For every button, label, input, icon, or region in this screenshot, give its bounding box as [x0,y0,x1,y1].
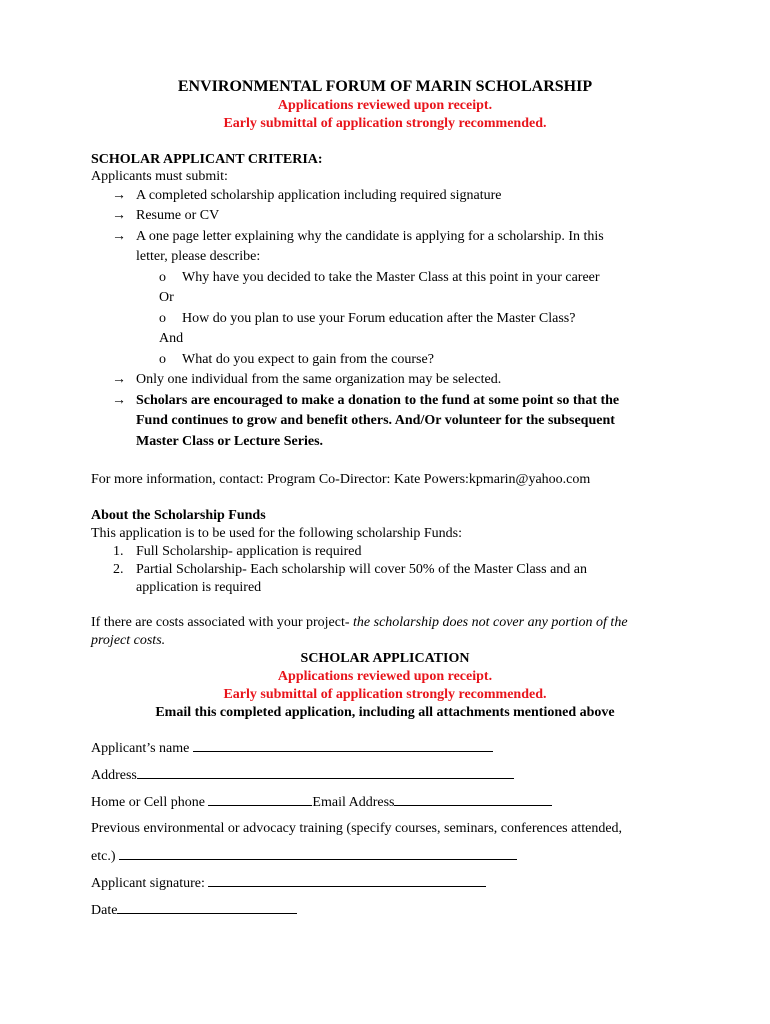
bullet-icon: o [159,270,166,285]
bullet-icon: o [159,311,166,326]
funds-item-partial-cont: application is required [136,580,262,595]
email-label: Email Address [312,795,395,810]
date-label: Date [91,903,118,918]
application-email-note: Email this completed application, including all attachments mentioned above [155,705,615,720]
funds-heading: About the Scholarship Funds [91,508,266,523]
criteria-intro: Applicants must submit: [91,169,228,184]
costs-note [91,613,628,633]
address-row [91,765,514,786]
criteria-item-donation: Scholars are encouraged to make a donation to the fund at some point so that the [136,393,620,408]
application-heading: SCHOLAR APPLICATION [300,651,470,666]
criteria-item-donation-cont2: Master Class or Lecture Series. [136,434,324,449]
training-row [91,846,517,867]
date-row [91,900,297,921]
address-field[interactable] [137,765,514,779]
letter-question-how: How do you plan to use your Forum education after the Master Class? [182,311,576,326]
notice-reviewed: Applications reviewed upon receipt. [277,98,493,113]
arrow-icon: → [112,188,126,203]
contact-row [91,792,552,813]
arrow-icon: → [112,372,126,387]
notice-early-submittal: Early submittal of application strongly recommended. [223,116,547,131]
email-field[interactable] [394,792,552,806]
letter-question-why: Why have you decided to take the Master Class at this point in your career [182,270,600,285]
date-field[interactable] [117,900,297,914]
criteria-item-application: A completed scholarship application including required signature [136,188,502,203]
criteria-item-donation-cont1: Fund continues to grow and benefit others. And/Or volunteer for the subsequent [136,413,615,428]
connector-and: And [159,331,184,346]
costs-note-plain: If there are costs associated with your project- [91,615,354,630]
letter-question-gain: What do you expect to gain from the course? [182,352,434,367]
applicant-name-label: Applicant’s name [91,741,190,756]
funds-number-2: 2. [113,562,124,577]
training-label-cont: etc.) [91,849,116,864]
criteria-item-one-individual: Only one individual from the same organization may be selected. [136,372,502,387]
application-notice-reviewed: Applications reviewed upon receipt. [277,669,493,684]
signature-field[interactable] [208,873,486,887]
funds-item-partial: Partial Scholarship- Each scholarship will cover 50% of the Master Class and an [136,562,587,577]
applicant-name-field[interactable] [193,738,493,752]
training-label: Previous environmental or advocacy training (specify courses, seminars, conferences attended, [91,821,623,836]
criteria-item-letter-cont: letter, please describe: [136,249,261,264]
costs-note-cont: project costs. [91,633,166,648]
application-notice-early: Early submittal of application strongly recommended. [223,687,547,702]
document-title: ENVIRONMENTAL FORUM OF MARIN SCHOLARSHIP [177,78,593,95]
arrow-icon: → [112,208,126,223]
signature-label: Applicant signature: [91,876,205,891]
criteria-item-resume: Resume or CV [136,208,220,223]
criteria-item-letter: A one page letter explaining why the candidate is applying for a scholarship. In this [136,229,604,244]
arrow-icon: → [112,229,126,244]
funds-item-full: Full Scholarship- application is required [136,544,362,559]
connector-or: Or [159,290,174,305]
funds-number-1: 1. [113,544,124,559]
address-label: Address [91,768,137,783]
phone-label: Home or Cell phone [91,795,205,810]
training-field[interactable] [119,846,517,860]
applicant-name-row [91,738,493,759]
phone-field[interactable] [208,792,312,806]
arrow-icon: → [112,393,126,408]
contact-info: For more information, contact: Program Co-Director: Kate Powers:kpmarin@yahoo.com [91,472,591,487]
criteria-heading: SCHOLAR APPLICANT CRITERIA: [91,152,323,167]
funds-intro: This application is to be used for the following scholarship Funds: [91,526,462,541]
signature-row [91,873,486,894]
bullet-icon: o [159,352,166,367]
costs-note-italic: the scholarship does not cover any portion of the [353,615,628,630]
